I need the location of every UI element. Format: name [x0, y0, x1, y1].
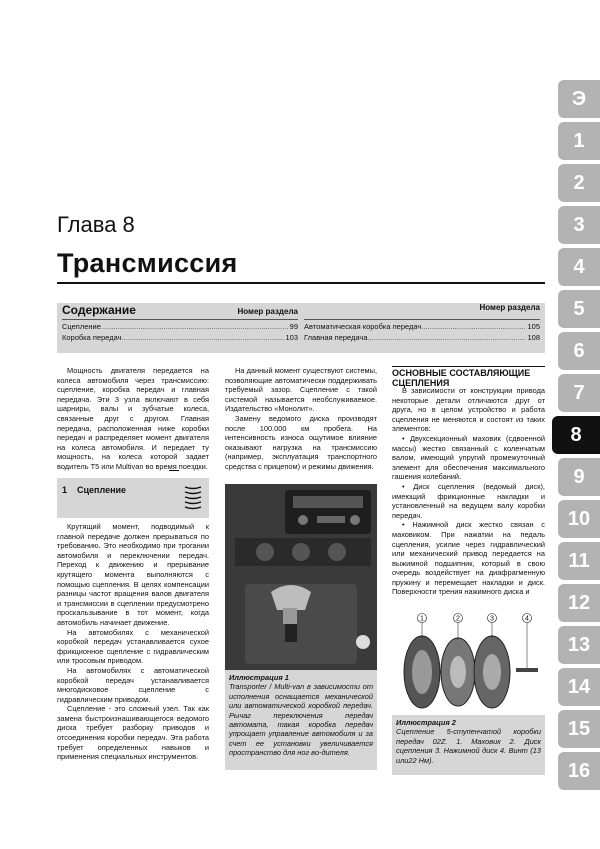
section-number: 1	[62, 485, 68, 495]
clutch-parts-icon	[182, 484, 204, 512]
contents-entry[interactable]	[304, 320, 540, 331]
chapter-tab[interactable]: 1	[558, 122, 600, 160]
figure-callout: 3	[490, 615, 494, 623]
chapter-tab[interactable]: Э	[558, 80, 600, 118]
chapter-tab[interactable]: 13	[558, 626, 600, 664]
intro-paragraph	[57, 366, 209, 481]
contents-entry[interactable]	[62, 331, 298, 342]
figure-title: Иллюстрация 2	[396, 718, 456, 727]
column-1-text	[57, 522, 209, 762]
figure-title: Иллюстрация 1	[229, 673, 289, 682]
contents-entry-page: 99	[289, 322, 298, 331]
chapter-tab[interactable]: 3	[558, 206, 600, 244]
figure-2-caption	[392, 715, 545, 775]
contents-column-header: Номер раздела	[479, 303, 540, 312]
column-2-text	[225, 366, 377, 472]
chapter-tab[interactable]: 14	[558, 668, 600, 706]
contents-entry-page: 108	[527, 333, 540, 342]
chapter-tab[interactable]: 4	[558, 248, 600, 286]
list-item: • Диск сцепления (ведомый диск), имеющий фрикционные накладки и установленный на ведущем валу коробки передач.	[392, 481, 545, 520]
contents-left-column	[62, 303, 298, 342]
paragraph: Крутящий момент, подводимый к главной передаче должен прерываться по требованию. Это необходимо при трогании автомобиля и переключении передач. Переход к движению и прерывание крутящего момента выполняются с помощью сцепления. В целях компенсации разницы частот вращения валов двигателя и трансмиссии в сцеплении предусмотрено проскальзывание в тот момент, когда автомобиль начинает движение.	[57, 522, 209, 627]
gear-shifter-illustration	[225, 484, 377, 670]
contents-title: Содержание	[62, 303, 136, 317]
contents-column-header: Номер раздела	[237, 307, 298, 316]
contents-entry-label: Коробка передач	[62, 333, 122, 342]
chapter-tab[interactable]: 2	[558, 164, 600, 202]
contents-entry-page: 105	[527, 322, 540, 331]
paragraph: Замену ведомого диска производят после 100.000 км пробега. На интенсивность износа ощутимое влияние оказывают нагрузка на трансмиссию (например, эксплуатация транспортного средства с прицепом) и режимы движения.	[225, 413, 377, 471]
chapter-tab[interactable]: 16	[558, 752, 600, 790]
chapter-tab[interactable]: 7	[558, 374, 600, 412]
figure-callout: 1	[420, 615, 424, 623]
figure-callout: 2	[456, 615, 460, 623]
chapter-tab[interactable]: 12	[558, 584, 600, 622]
contents-box	[57, 303, 545, 353]
contents-entry-label: Сцепление	[62, 322, 101, 331]
section-title: Сцепление	[77, 485, 127, 495]
figure-2-photo	[392, 610, 545, 715]
figure-text: Transporter / Multi-van в зависимости от исполнения оснащается механической или автоматической коробкой передач. Рычаг переключения передач автомата, такая коробка передач упрощает управление автомобиля и за счет ее установки увеличивается пространство для ног во-дителя.	[229, 682, 373, 758]
contents-entry[interactable]	[304, 331, 540, 342]
list-item: • Двухсекционный маховик (сдвоенной массы) жестко связанный с коленчатым валом, имеющий упругий промежуточный элемент для обеспечения максимального гашения колебаний.	[392, 433, 545, 482]
chapter-label: Глава 8	[57, 212, 135, 237]
contents-entry[interactable]	[62, 320, 298, 331]
figure-callout: 4	[525, 615, 529, 623]
chapter-tab[interactable]: 5	[558, 290, 600, 328]
intro-text: Мощность двигателя передается на колеса автомобиля через трансмиссию: сцепление, коробка передач и главная передача. Эти 3 узла включают в себя шарниры, валы и зубчатые колеса, связанные друг с другом. Главная передача, расположенная ниже коробки передач и распределяет момент двигателя на колеса автомобиля. И передает ту мощность, на колеса которой задает водитель Т5 или Multivan во время поездки.	[57, 366, 209, 471]
paragraph: Сцепление - это сложный узел. Так как замена быстроизнашивающегося ведомого диска требует разборку приводов и отсоединения коробки передач. Эта работа требует определенных навыков и применения специальных инструментов.	[57, 704, 209, 762]
clutch-components-illustration	[392, 610, 545, 715]
chapter-tab[interactable]: 10	[558, 500, 600, 538]
chapter-tab[interactable]: 8	[552, 416, 600, 454]
list-item: • Нажимной диск жестко связан с маховиком. При нажатии на педаль сцепления, усилие через гидравлический или механический привод передается на выжимной подшипник, который в свою очередь воздействует на диафрагменную пружину и перемещает накладки и диск. Поверхности трения нажимного диска и	[392, 520, 545, 597]
chapter-tab[interactable]: 11	[558, 542, 600, 580]
paragraph: На автомобилях с механической коробкой передач устанавливается сухое фрикционное сцепление с гидравлическим или тросовым приводом.	[57, 627, 209, 666]
contents-entry-label: Автоматическая коробка передач	[304, 322, 422, 331]
chapter-tab[interactable]: 15	[558, 710, 600, 748]
contents-entry-page: 103	[285, 333, 298, 342]
column-3-text	[392, 386, 545, 597]
chapter-tab[interactable]: 9	[558, 458, 600, 496]
title-rule	[57, 282, 545, 284]
section-heading-clutch	[57, 478, 209, 518]
section-subheading: ОСНОВНЫЕ СОСТАВЛЯЮЩИЕ СЦЕПЛЕНИЯ	[392, 366, 545, 388]
paragraph: В зависимости от конструкции привода некоторые детали отличаются друг от друга, но в целом устройство и работа сцепления не меняются и состоят из таких элементов:	[392, 386, 545, 434]
road-icon	[169, 464, 179, 471]
figure-1-photo	[225, 484, 377, 670]
paragraph: На автомобилях с автоматической коробкой передач устанавливается многодисковое сцепление с гидравлическим приводом.	[57, 665, 209, 704]
figure-1-caption	[225, 670, 377, 770]
chapter-tab[interactable]: 6	[558, 332, 600, 370]
contents-entry-label: Главная передача	[304, 333, 368, 342]
figure-text: Сцепление 5-ступенчатой коробки передач 02Z. 1. Маховик 2. Диск сцепления 3. Нажимной диск 4. Винт (13 или22 Нм).	[396, 727, 541, 765]
contents-right-column	[304, 303, 540, 342]
paragraph: На данный момент существуют системы, позволяющие автоматически поддерживать требуемый зазор. Сцепление с такой системой называется необслуживаемое. Издательство «Монолит».	[225, 366, 377, 414]
chapter-title: Трансмиссия	[57, 248, 238, 278]
